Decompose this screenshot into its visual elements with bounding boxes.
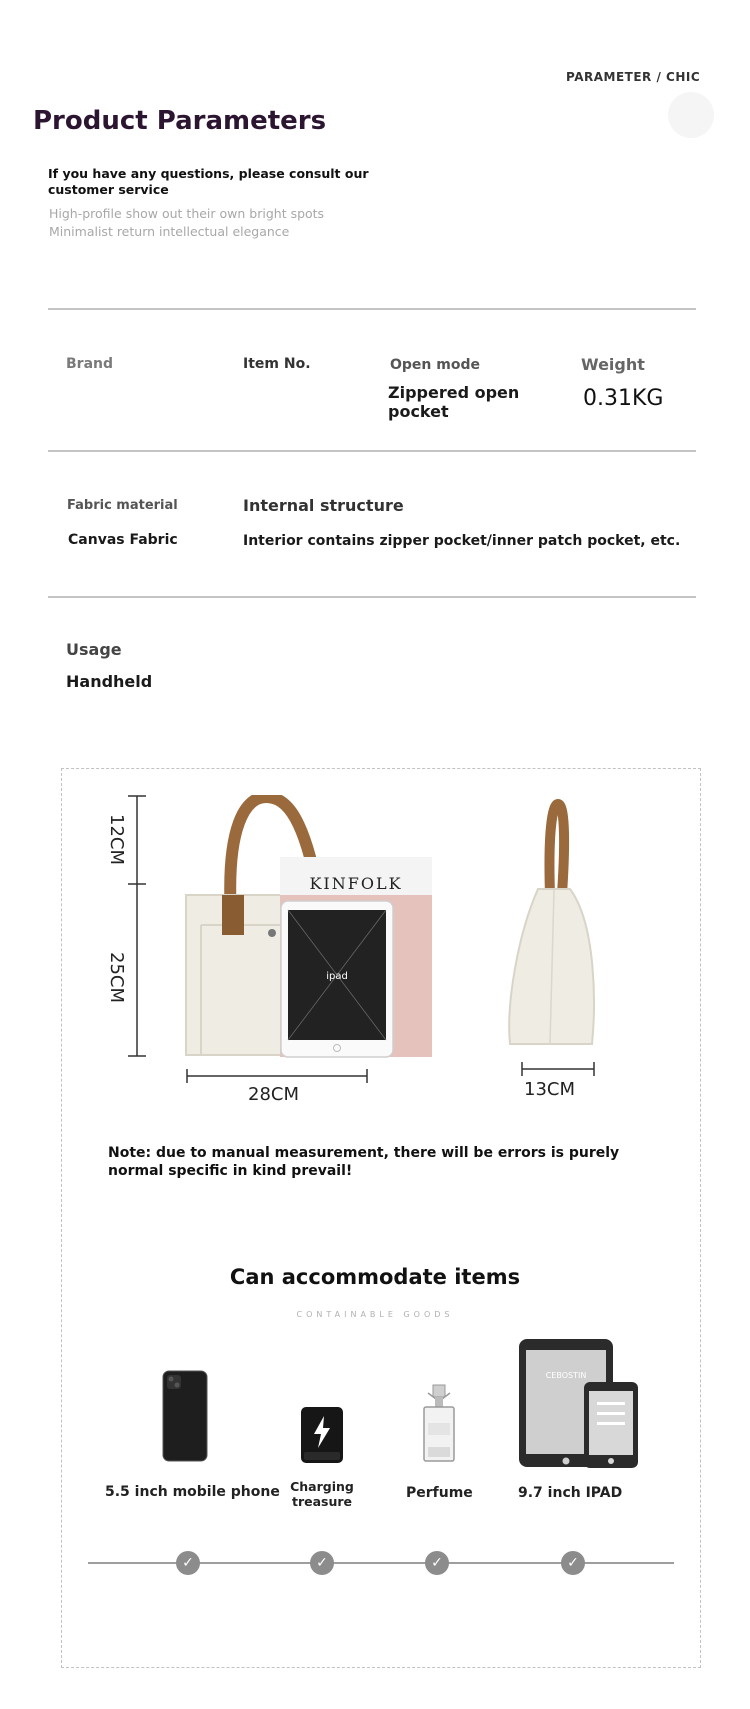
ipad-label: ipad <box>326 971 348 982</box>
fabric-label: Fabric material <box>67 498 178 513</box>
divider <box>48 450 696 452</box>
weight-label: Weight <box>581 355 645 374</box>
handle-height-label: 12CM <box>106 814 127 866</box>
accommodate-subtitle: CONTAINABLE GOODS <box>296 1310 454 1319</box>
item-label-phone: 5.5 inch mobile phone <box>105 1484 280 1500</box>
slogan-line-2: Minimalist return intellectual elegance <box>49 224 290 239</box>
measurement-note: Note: due to manual measurement, there will be errors is purely normal specific in kind prevail! <box>108 1145 620 1179</box>
tablet-screen-text: CEBOSTIN <box>545 1371 587 1380</box>
item-label-charging: Charging treasure <box>290 1479 354 1509</box>
width-label: 28CM <box>248 1084 300 1105</box>
item-label-ipad: 9.7 inch IPAD <box>518 1485 623 1501</box>
slogan-line-1: High-profile show out their own bright spots <box>49 206 325 221</box>
check-icon: ✓ <box>310 1551 334 1575</box>
weight-value: 0.31KG <box>583 386 664 411</box>
divider <box>48 596 696 598</box>
item-no-label: Item No. <box>243 356 311 372</box>
check-icon: ✓ <box>561 1551 585 1575</box>
decorative-circle <box>668 92 714 138</box>
tablet-icon <box>518 1338 640 1470</box>
height-ruler <box>126 792 156 1060</box>
check-icon: ✓ <box>176 1551 200 1575</box>
item-label-perfume: Perfume <box>406 1485 473 1501</box>
structure-label: Internal structure <box>243 496 404 515</box>
depth-label: 13CM <box>524 1079 576 1100</box>
consult-text: If you have any questions, please consult our customer service <box>48 166 369 197</box>
open-mode-value: Zippered open pocket <box>388 383 520 421</box>
usage-value: Handheld <box>66 672 153 691</box>
corner-label: PARAMETER / CHIC <box>566 70 701 84</box>
open-mode-label: Open mode <box>390 357 480 373</box>
accommodate-title: Can accommodate items <box>229 1265 521 1289</box>
structure-value: Interior contains zipper pocket/inner patch pocket, etc. <box>243 533 681 549</box>
perfume-icon <box>418 1383 460 1463</box>
divider <box>48 308 696 310</box>
depth-ruler <box>519 1061 597 1077</box>
usage-label: Usage <box>66 640 122 659</box>
brand-label: Brand <box>66 356 114 372</box>
fabric-value: Canvas Fabric <box>68 532 178 548</box>
check-icon: ✓ <box>425 1551 449 1575</box>
bag-side-image <box>498 794 608 1056</box>
magazine-title: KINFOLK <box>309 874 403 893</box>
width-ruler <box>184 1068 370 1084</box>
phone-icon <box>162 1370 208 1462</box>
body-height-label: 25CM <box>106 952 127 1004</box>
power-bank-icon <box>300 1406 344 1464</box>
ipad-image <box>280 900 396 1060</box>
page-title: Product Parameters <box>33 106 327 136</box>
